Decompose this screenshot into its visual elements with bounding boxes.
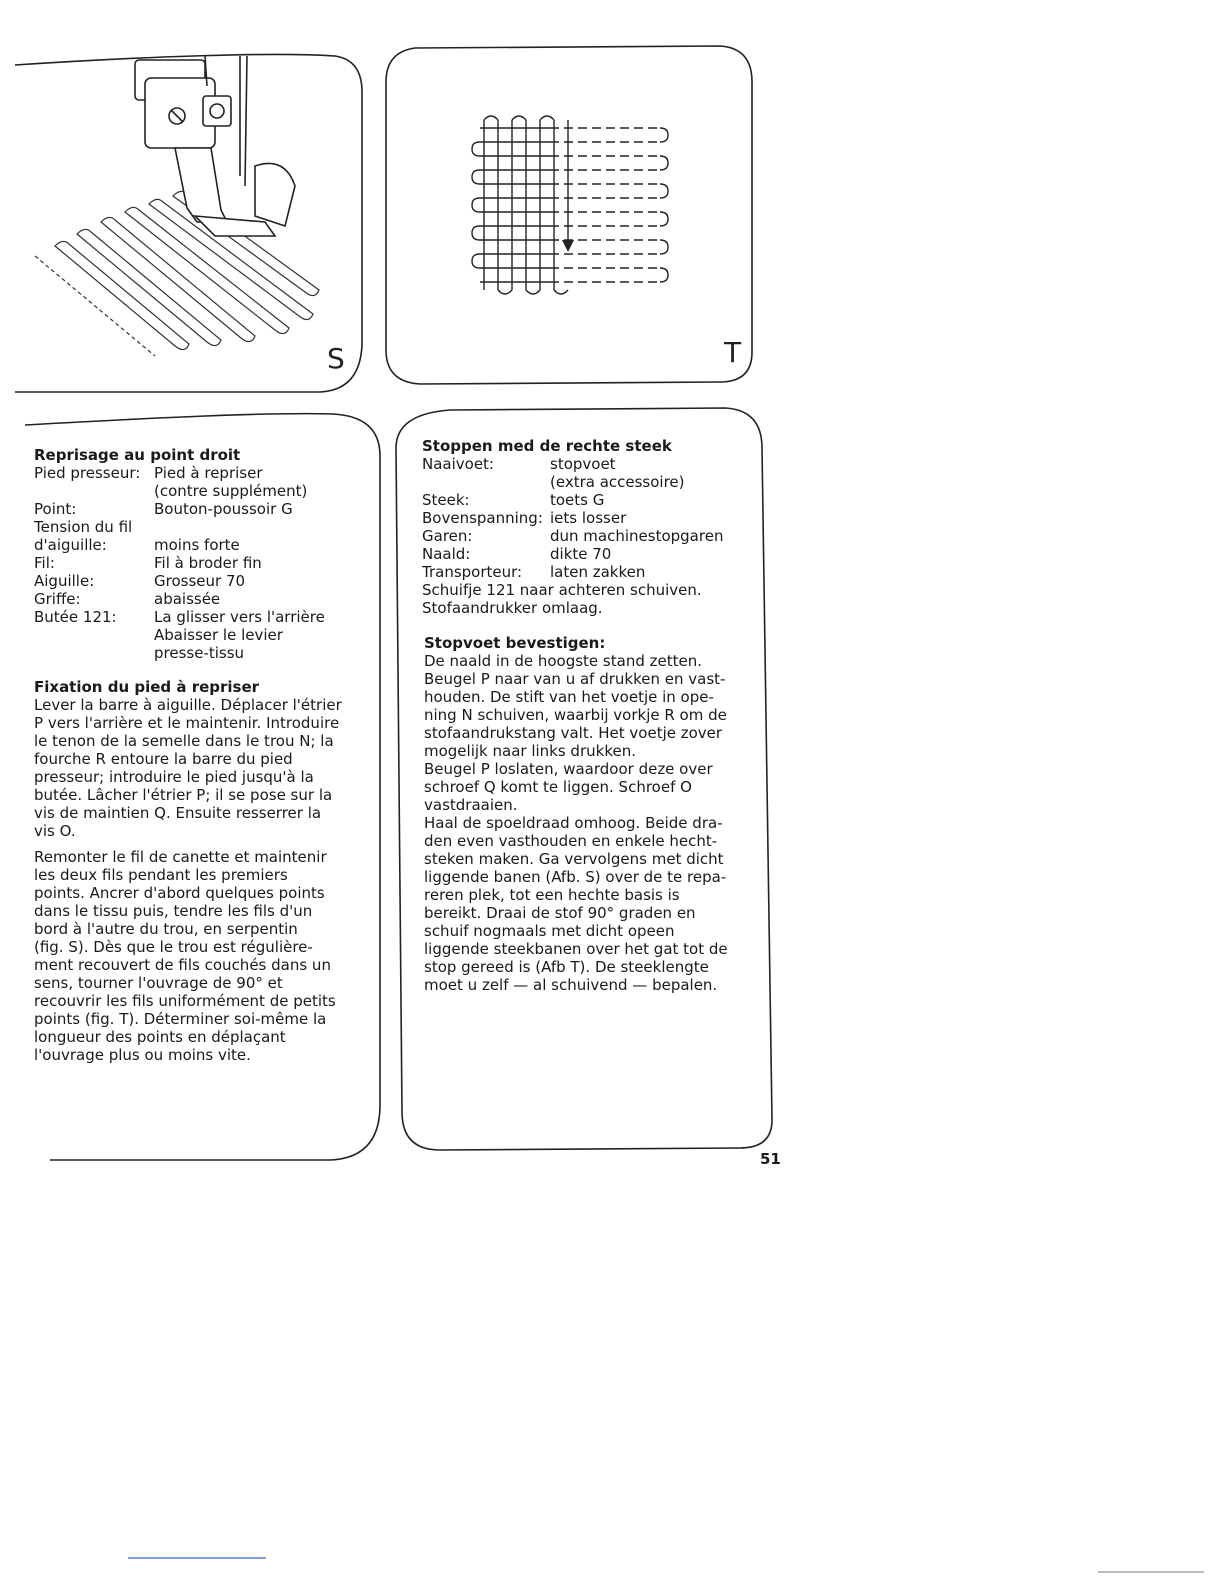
french-spec-label: Pied presseur: (34, 464, 141, 482)
french-column (34, 446, 374, 662)
dutch-spec-row (422, 509, 762, 527)
dutch-instructions (422, 581, 762, 617)
french-fixation (34, 678, 342, 1064)
dutch-spec-label: Naald: (422, 545, 471, 563)
french-spec-value: Bouton-poussoir G (154, 500, 293, 518)
french-p1-line: presseur; introduire le pied jusqu'à la (34, 768, 314, 786)
dutch-spec-row (422, 473, 762, 491)
dutch-p1-line: den even vasthouden en enkele hecht- (424, 832, 718, 850)
figure-t-label: T (724, 336, 742, 369)
french-p1-line: fourche R entoure la barre du pied (34, 750, 293, 768)
dutch-spec-value: toets G (550, 491, 605, 509)
french-spec-value: La glisser vers l'arrière (154, 608, 325, 626)
french-p2-line: points. Ancrer d'abord quelques points (34, 884, 325, 902)
dutch-p1-line: houden. De stift van het voetje in ope- (424, 688, 714, 706)
french-spec-label: Fil: (34, 554, 55, 572)
french-spec-label: Aiguille: (34, 572, 95, 590)
french-spec-row (34, 518, 374, 536)
french-spec-value: Abaisser le levier (154, 626, 283, 644)
french-p2-line: Remonter le fil de canette et maintenir (34, 848, 327, 866)
dutch-p1-line: liggende steekbanen over het gat tot de (424, 940, 728, 958)
dutch-p1-line: Beugel P loslaten, waardoor deze over (424, 760, 713, 778)
dutch-instruction-line: Stofaandrukker omlaag. (422, 599, 603, 617)
french-spec-value: Grosseur 70 (154, 572, 246, 590)
dutch-p1-line: moet u zelf — al schuivend — bepalen. (424, 976, 718, 994)
french-p2-line: recouvrir les fils uniformément de petits (34, 992, 336, 1010)
french-p2-line: bord à l'autre du trou, en serpentin (34, 920, 298, 938)
dutch-spec-row (422, 455, 762, 473)
french-p1-line: vis de maintien Q. Ensuite resserrer la (34, 804, 322, 822)
dutch-p1-line: mogelijk naar links drukken. (424, 742, 636, 760)
dutch-p1-line: schroef Q komt te liggen. Schroef O (424, 778, 692, 796)
french-spec-value: (contre supplément) (154, 482, 308, 500)
french-spec-value: Pied à repriser (154, 464, 263, 482)
dutch-spec-value: dun machinestopgaren (550, 527, 724, 545)
french-p2-line: dans le tissu puis, tendre les fils d'un (34, 902, 313, 920)
dutch-paragraph-1 (424, 652, 728, 994)
french-p1-line: le tenon de la semelle dans le trou N; la (34, 732, 334, 750)
french-title: Reprisage au point droit (34, 446, 241, 464)
dutch-spec-label: Garen: (422, 527, 473, 545)
dutch-p1-line: stofaandrukstang valt. Het voetje zover (424, 724, 723, 742)
dutch-spec-value: (extra accessoire) (550, 473, 685, 491)
dutch-spec-label: Steek: (422, 491, 470, 509)
dutch-column (422, 437, 762, 617)
french-spec-row (34, 626, 374, 644)
french-p1-line: butée. Lâcher l'étrier P; il se pose sur la (34, 786, 333, 804)
dutch-p1-line: vastdraaien. (424, 796, 518, 814)
figure-s-label: S (327, 342, 345, 375)
french-spec-value: presse-tissu (154, 644, 245, 662)
dutch-instruction-line: Schuifje 121 naar achteren schuiven. (422, 581, 702, 599)
french-spec-label: Tension du fil (34, 518, 133, 536)
french-spec-row (34, 554, 374, 572)
french-spec-label: Butée 121: (34, 608, 117, 626)
french-spec-row (34, 572, 374, 590)
french-spec-value: Fil à broder fin (154, 554, 262, 572)
french-spec-row (34, 536, 374, 554)
dutch-spec-label: Naaivoet: (422, 455, 494, 473)
figure-t-illustration (470, 110, 675, 305)
page-number: 51 (760, 1150, 781, 1168)
dutch-p1-line: bereikt. Draai de stof 90° graden en (424, 904, 696, 922)
dutch-spec-row (422, 527, 762, 545)
french-spec-value: abaissée (154, 590, 221, 608)
french-spec-value: moins forte (154, 536, 240, 554)
dutch-p1-line: liggende banen (Afb. S) over de te repa- (424, 868, 727, 886)
dutch-spec-label: Transporteur: (422, 563, 523, 581)
french-spec-row (34, 590, 374, 608)
dutch-p1-line: schuif nogmaals met dicht opeen (424, 922, 675, 940)
dutch-p1-line: Haal de spoeldraad omhoog. Beide dra- (424, 814, 723, 832)
french-p1-line: vis O. (34, 822, 76, 840)
dutch-specs (422, 455, 762, 581)
french-p2-line: longueur des points en déplaçant (34, 1028, 286, 1046)
dutch-p1-line: De naald in de hoogste stand zetten. (424, 652, 702, 670)
dutch-title: Stoppen med de rechte steek (422, 437, 672, 455)
french-p2-line: l'ouvrage plus ou moins vite. (34, 1046, 251, 1064)
french-p2-line: ment recouvert de fils couchés dans un (34, 956, 331, 974)
dutch-spec-value: stopvoet (550, 455, 616, 473)
french-spec-label: Point: (34, 500, 77, 518)
french-spec-row (34, 482, 374, 500)
dutch-p1-line: ning N schuiven, waarbij vorkje R om de (424, 706, 727, 724)
french-section-title: Fixation du pied à repriser (34, 678, 260, 696)
dutch-p1-line: stop gereed is (Afb T). De steeklengte (424, 958, 709, 976)
dutch-spec-row (422, 545, 762, 563)
french-p2-line: les deux fils pendant les premiers (34, 866, 288, 884)
dutch-spec-row (422, 491, 762, 509)
french-paragraph-2 (34, 848, 342, 1064)
dutch-spec-value: laten zakken (550, 563, 646, 581)
french-p2-line: points (fig. T). Déterminer soi-même la (34, 1010, 327, 1028)
dutch-section-title: Stopvoet bevestigen: (424, 634, 606, 652)
dutch-spec-label: Bovenspanning: (422, 509, 543, 527)
french-spec-label: Griffe: (34, 590, 81, 608)
dutch-stopvoet (424, 634, 728, 994)
french-spec-row (34, 608, 374, 626)
french-spec-row (34, 500, 374, 518)
french-spec-row (34, 644, 374, 662)
dutch-spec-value: dikte 70 (550, 545, 612, 563)
french-paragraph-1 (34, 696, 342, 840)
french-p2-line: (fig. S). Dès que le trou est régulière- (34, 938, 313, 956)
dutch-p1-line: steken maken. Ga vervolgens met dicht (424, 850, 724, 868)
french-p1-line: Lever la barre à aiguille. Déplacer l'étrier (34, 696, 342, 714)
french-specs (34, 464, 374, 662)
french-spec-row (34, 464, 374, 482)
dutch-p1-line: reren plek, tot een hechte basis is (424, 886, 680, 904)
dutch-p1-line: Beugel P naar van u af drukken en vast- (424, 670, 726, 688)
dutch-spec-row (422, 563, 762, 581)
dutch-spec-value: iets losser (550, 509, 627, 527)
figure-s-illustration (15, 56, 362, 392)
french-spec-label: d'aiguille: (34, 536, 107, 554)
french-p2-line: sens, tourner l'ouvrage de 90° et (34, 974, 283, 992)
french-p1-line: P vers l'arrière et le maintenir. Introduire (34, 714, 340, 732)
